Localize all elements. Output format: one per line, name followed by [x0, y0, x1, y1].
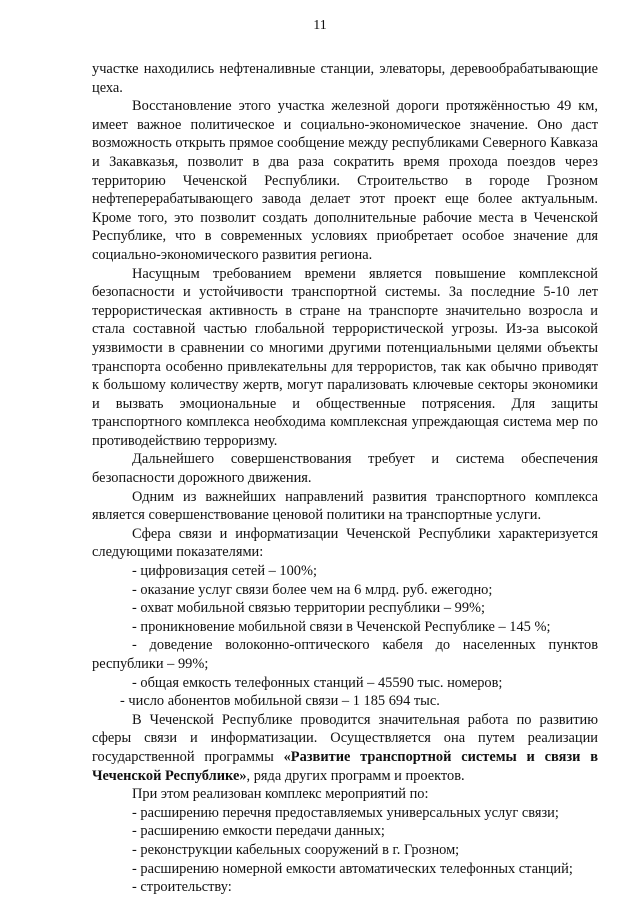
program-text-before: В Чеченской Республике проводится значительная работа по развитию сферы связи и информатизации. Осуществляется она путем реализации государственной программы	[92, 711, 598, 765]
paragraph-railway-restoration: Восстановление этого участка железной дороги протяжённостью 49 км, имеет важное политическое и социально-экономическое значение. Оно даст возможность открыть прямое сообщение между республиками Северного Кавказа и Закавказья, позволит в два раза сократить время прохода поездов через территорию Чеченской Республики. Строительство в городе Грозном нефтеперерабатывающего завода делает этот проект еще более актуальным. Кроме того, это позволит создать дополнительные рабочие места в Чеченской Республике, что в современных условиях приобретает особое значение для социально-экономического развития региона.	[92, 98, 598, 263]
measure-item: - строительству:	[132, 879, 232, 896]
measure-item: - расширению емкости передачи данных;	[132, 823, 385, 840]
measure-item: - расширению номерной емкости автоматических телефонных станций;	[132, 860, 573, 877]
indicator-item: - оказание услуг связи более чем на 6 млрд. руб. ежегодно;	[132, 581, 493, 598]
document-body	[92, 60, 598, 897]
page-number: 11	[313, 18, 327, 33]
program-title: «Развитие транспортной системы и связи в Чеченской Республике»	[92, 748, 599, 784]
measure-item: - расширению перечня предоставляемых универсальных услуг связи;	[132, 804, 559, 821]
paragraph-transport-security: Насущным требованием времени является повышение комплексной безопасности и устойчивости транспортной системы. За последние 5-10 лет террористическая активность в стране на транспорте значительно возросла и стала составной частью глобальной террористической угрозы. Из-за высокой уязвимости в сравнении со многими другими потенциальными целями объекты транспорта особенно привлекательны для террористов, так как обычно приводят к большому количеству жертв, могут парализовать ключевые секторы экономики и вызвать эмоциональные и общественные потрясения. Для защиты транспортного комплекса необходима комплексная упреждающая система мер по противодействию терроризму.	[92, 265, 598, 449]
paragraph-state-program	[92, 711, 598, 785]
paragraph-pricing-policy: Одним из важнейших направлений развития транспортного комплекса является совершенствование ценовой политики на транспортные услуги.	[92, 488, 598, 524]
indicator-item: - цифровизация сетей – 100%;	[132, 563, 317, 580]
paragraph-measures-intro: При этом реализован комплекс мероприятий по:	[132, 786, 429, 803]
indicator-item: - доведение волоконно-оптического кабеля до населенных пунктов республики – 99%;	[92, 637, 598, 672]
paragraph-road-safety: Дальнейшего совершенствования требует и система обеспечения безопасности дорожного движения.	[92, 451, 598, 487]
indicator-item: - охват мобильной связью территории республики – 99%;	[132, 600, 485, 617]
paragraph-continuation: участке находились нефтеналивные станции, элеваторы, деревообрабатывающие цеха.	[92, 61, 598, 96]
indicator-item: - общая емкость телефонных станций – 45590 тыс. номеров;	[132, 674, 503, 691]
program-text-after: , ряда других программ и проектов.	[246, 767, 465, 784]
measure-item: - реконструкции кабельных сооружений в г. Грозном;	[132, 841, 460, 858]
indicator-item: - число абонентов мобильной связи – 1 185 694 тыс.	[120, 693, 440, 710]
indicator-item: - проникновение мобильной связи в Чеченской Республике – 145 %;	[132, 618, 551, 635]
paragraph-communications-intro: Сфера связи и информатизации Чеченской Республики характеризуется следующими показателями:	[92, 525, 598, 561]
